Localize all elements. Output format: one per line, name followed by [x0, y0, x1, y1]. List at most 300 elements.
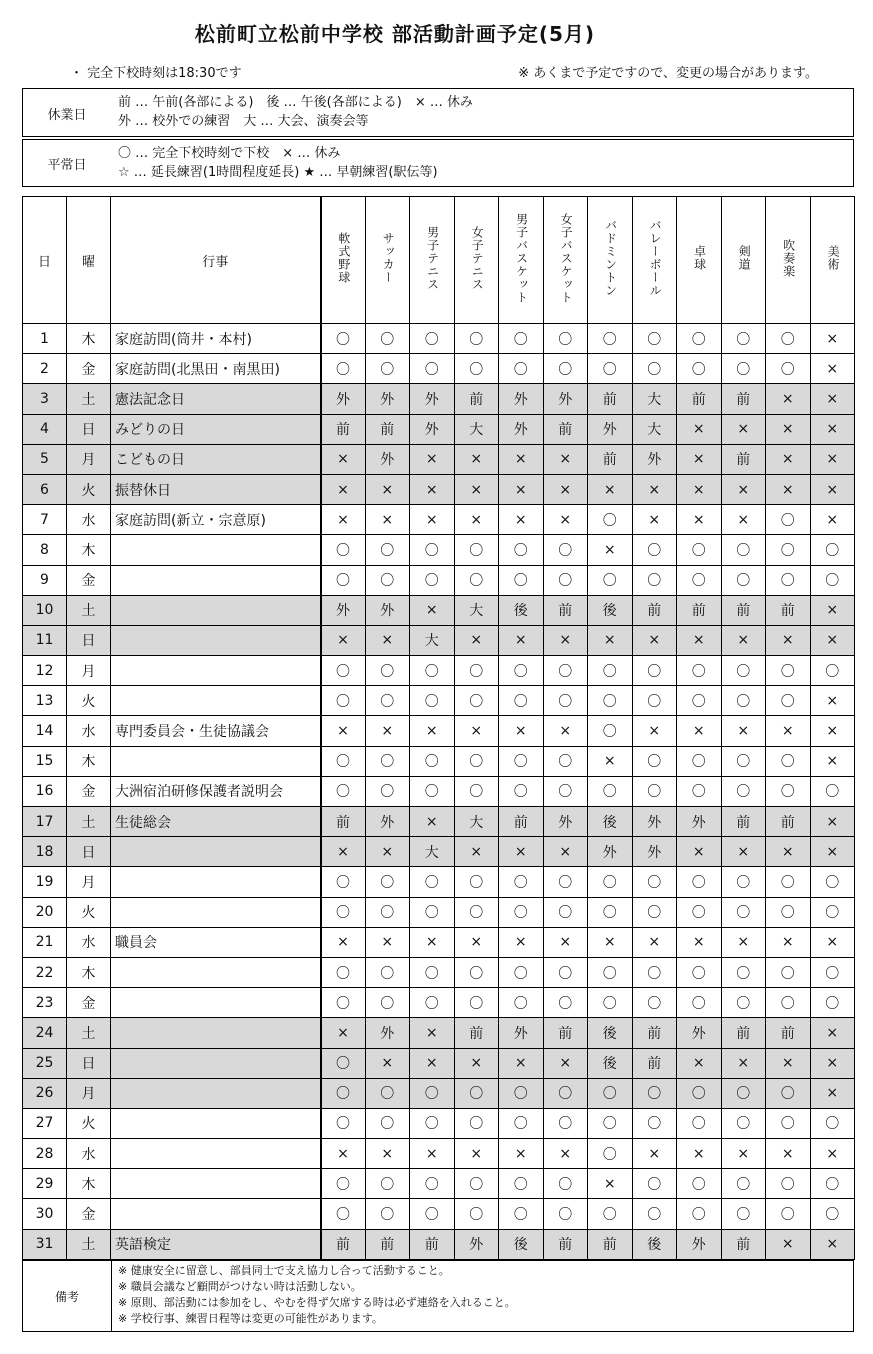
status-cell: 後 — [588, 807, 633, 837]
event-cell: 生徒総会 — [111, 807, 321, 837]
status-cell: × — [810, 837, 855, 867]
dow-cell: 土 — [67, 1018, 111, 1048]
status-cell: × — [365, 1139, 410, 1169]
status-cell: 〇 — [588, 988, 633, 1018]
header-day: 日 — [23, 197, 67, 324]
status-cell: × — [677, 444, 722, 474]
status-cell: 〇 — [499, 776, 544, 806]
day-cell: 7 — [23, 505, 67, 535]
status-cell: 〇 — [766, 776, 811, 806]
status-cell: 〇 — [766, 565, 811, 595]
status-cell: 〇 — [321, 1048, 366, 1078]
status-cell: 外 — [543, 807, 588, 837]
table-row — [23, 716, 855, 746]
status-cell: 前 — [321, 807, 366, 837]
header-club: 軟式野球 — [321, 197, 366, 324]
status-cell: 〇 — [766, 1169, 811, 1199]
status-cell: 〇 — [766, 1078, 811, 1108]
remark-line: ※ 学校行事、練習日程等は変更の可能性があります。 — [118, 1312, 383, 1325]
status-cell: × — [543, 505, 588, 535]
status-cell: 〇 — [410, 1078, 455, 1108]
weekday-legend-line: 〇 … 完全下校時刻で下校 × … 休み — [118, 146, 341, 161]
status-cell: 〇 — [454, 324, 499, 354]
status-cell: 〇 — [321, 656, 366, 686]
status-cell: 大 — [454, 414, 499, 444]
status-cell: 〇 — [454, 1108, 499, 1138]
status-cell: 〇 — [721, 535, 766, 565]
status-cell: 〇 — [677, 776, 722, 806]
status-cell: 前 — [588, 384, 633, 414]
status-cell: × — [454, 474, 499, 504]
status-cell: 〇 — [810, 957, 855, 987]
status-cell: × — [810, 444, 855, 474]
status-cell: 〇 — [543, 867, 588, 897]
status-cell: 〇 — [632, 354, 677, 384]
dow-cell: 月 — [67, 867, 111, 897]
event-cell: 大洲宿泊研修保護者説明会 — [111, 776, 321, 806]
status-cell: × — [766, 1048, 811, 1078]
status-cell: 〇 — [632, 656, 677, 686]
day-cell: 22 — [23, 957, 67, 987]
header-club: バレーボール — [632, 197, 677, 324]
status-cell: 〇 — [543, 1108, 588, 1138]
table-row — [23, 686, 855, 716]
status-cell: × — [632, 474, 677, 504]
status-cell: 〇 — [721, 686, 766, 716]
status-cell: 〇 — [632, 1199, 677, 1229]
weekday-legend-label: 平常日 — [47, 158, 87, 173]
status-cell: 〇 — [365, 1108, 410, 1138]
status-cell: 〇 — [321, 897, 366, 927]
status-cell: 〇 — [543, 324, 588, 354]
dow-cell: 日 — [67, 1048, 111, 1078]
event-cell — [111, 535, 321, 565]
status-cell: × — [810, 746, 855, 776]
status-cell: 外 — [321, 384, 366, 414]
status-cell: 〇 — [810, 867, 855, 897]
status-cell: × — [721, 837, 766, 867]
status-cell: 〇 — [721, 656, 766, 686]
status-cell: 前 — [766, 807, 811, 837]
status-cell: 〇 — [321, 867, 366, 897]
status-cell: 〇 — [365, 1169, 410, 1199]
event-cell — [111, 1169, 321, 1199]
status-cell: 〇 — [499, 656, 544, 686]
status-cell: × — [632, 1139, 677, 1169]
status-cell: × — [766, 837, 811, 867]
status-cell: 〇 — [365, 1199, 410, 1229]
status-cell: 〇 — [410, 746, 455, 776]
status-cell: × — [588, 625, 633, 655]
dismissal-time-note: ・ 完全下校時刻は18:30です — [70, 66, 242, 81]
status-cell: 〇 — [410, 354, 455, 384]
status-cell: 前 — [721, 384, 766, 414]
status-cell: 〇 — [365, 957, 410, 987]
status-cell: 〇 — [499, 1199, 544, 1229]
status-cell: 〇 — [365, 776, 410, 806]
status-cell: 前 — [721, 1018, 766, 1048]
event-cell — [111, 897, 321, 927]
status-cell: 〇 — [454, 565, 499, 595]
status-cell: 前 — [766, 1018, 811, 1048]
status-cell: × — [499, 505, 544, 535]
status-cell: 〇 — [543, 1169, 588, 1199]
status-cell: 〇 — [721, 1169, 766, 1199]
event-cell: こどもの日 — [111, 444, 321, 474]
status-cell: × — [766, 414, 811, 444]
status-cell: 〇 — [321, 565, 366, 595]
dow-cell: 月 — [67, 444, 111, 474]
status-cell: × — [677, 837, 722, 867]
status-cell: × — [499, 625, 544, 655]
status-cell: × — [721, 625, 766, 655]
status-cell: 前 — [365, 414, 410, 444]
status-cell: 〇 — [454, 656, 499, 686]
status-cell: × — [365, 505, 410, 535]
dow-cell: 火 — [67, 686, 111, 716]
status-cell: 〇 — [499, 1108, 544, 1138]
header-club: 吹奏楽 — [766, 197, 811, 324]
status-cell: 〇 — [588, 656, 633, 686]
event-cell: 英語検定 — [111, 1229, 321, 1259]
header-club: サッカー — [365, 197, 410, 324]
status-cell: 〇 — [543, 656, 588, 686]
status-cell: 〇 — [499, 1078, 544, 1108]
status-cell: × — [321, 1018, 366, 1048]
status-cell: 外 — [499, 414, 544, 444]
status-cell: × — [810, 1018, 855, 1048]
status-cell: 〇 — [365, 897, 410, 927]
status-cell: × — [766, 444, 811, 474]
status-cell: 〇 — [499, 957, 544, 987]
status-cell: 〇 — [454, 897, 499, 927]
header-club: バドミントン — [588, 197, 633, 324]
status-cell: 〇 — [588, 1108, 633, 1138]
status-cell: 〇 — [721, 1108, 766, 1138]
status-cell: 〇 — [632, 565, 677, 595]
status-cell: 外 — [454, 1229, 499, 1259]
status-cell: × — [632, 716, 677, 746]
day-cell: 12 — [23, 656, 67, 686]
status-cell: 前 — [588, 444, 633, 474]
status-cell: 〇 — [365, 535, 410, 565]
day-cell: 10 — [23, 595, 67, 625]
status-cell: 〇 — [677, 1108, 722, 1138]
status-cell: 外 — [410, 384, 455, 414]
status-cell: × — [454, 716, 499, 746]
status-cell: × — [321, 927, 366, 957]
status-cell: × — [499, 1139, 544, 1169]
table-row — [23, 505, 855, 535]
event-cell: 家庭訪問(新立・宗意原) — [111, 505, 321, 535]
status-cell: 〇 — [677, 746, 722, 776]
status-cell: 外 — [365, 807, 410, 837]
status-cell: × — [321, 1139, 366, 1169]
status-cell: 〇 — [677, 324, 722, 354]
status-cell: 〇 — [766, 988, 811, 1018]
status-cell: × — [677, 625, 722, 655]
day-cell: 3 — [23, 384, 67, 414]
status-cell: × — [810, 1048, 855, 1078]
status-cell: × — [321, 837, 366, 867]
status-cell: × — [543, 625, 588, 655]
status-cell: 〇 — [677, 565, 722, 595]
status-cell: × — [588, 535, 633, 565]
status-cell: 〇 — [321, 957, 366, 987]
status-cell: 〇 — [499, 324, 544, 354]
status-cell: × — [810, 1139, 855, 1169]
status-cell: 〇 — [810, 988, 855, 1018]
status-cell: 前 — [632, 1018, 677, 1048]
table-row — [23, 444, 855, 474]
status-cell: 前 — [677, 384, 722, 414]
status-cell: 〇 — [632, 686, 677, 716]
status-cell: 外 — [410, 414, 455, 444]
status-cell: 前 — [410, 1229, 455, 1259]
status-cell: 前 — [499, 807, 544, 837]
table-row — [23, 927, 855, 957]
table-row — [23, 1108, 855, 1138]
status-cell: 〇 — [588, 686, 633, 716]
dow-cell: 火 — [67, 474, 111, 504]
status-cell: × — [632, 625, 677, 655]
dow-cell: 水 — [67, 716, 111, 746]
status-cell: 〇 — [410, 1169, 455, 1199]
event-cell: 専門委員会・生徒協議会 — [111, 716, 321, 746]
status-cell: 前 — [721, 595, 766, 625]
status-cell: × — [410, 474, 455, 504]
table-row — [23, 384, 855, 414]
status-cell: 外 — [365, 595, 410, 625]
status-cell: × — [810, 324, 855, 354]
status-cell: × — [766, 1229, 811, 1259]
table-row — [23, 1018, 855, 1048]
status-cell: 〇 — [766, 957, 811, 987]
status-cell: × — [810, 716, 855, 746]
status-cell: × — [543, 716, 588, 746]
status-cell: 大 — [410, 625, 455, 655]
table-row — [23, 595, 855, 625]
status-cell: × — [632, 505, 677, 535]
dow-cell: 木 — [67, 324, 111, 354]
status-cell: 〇 — [321, 354, 366, 384]
status-cell: × — [365, 927, 410, 957]
status-cell: × — [410, 927, 455, 957]
event-cell: 憲法記念日 — [111, 384, 321, 414]
status-cell: 〇 — [632, 897, 677, 927]
status-cell: 外 — [365, 384, 410, 414]
status-cell: 大 — [454, 807, 499, 837]
status-cell: 大 — [632, 414, 677, 444]
weekday-legend — [22, 139, 854, 187]
status-cell: 外 — [677, 1229, 722, 1259]
remark-line: ※ 原則、部活動には参加をし、やむを得ず欠席する時は必ず連絡を入れること。 — [118, 1296, 516, 1309]
status-cell: 〇 — [677, 1169, 722, 1199]
status-cell: 〇 — [588, 957, 633, 987]
status-cell: × — [721, 414, 766, 444]
status-cell: 〇 — [543, 686, 588, 716]
status-cell: 〇 — [454, 746, 499, 776]
status-cell: 〇 — [321, 686, 366, 716]
status-cell: 前 — [632, 595, 677, 625]
status-cell: 〇 — [543, 746, 588, 776]
status-cell: 〇 — [632, 988, 677, 1018]
status-cell: 〇 — [321, 324, 366, 354]
status-cell: 〇 — [721, 957, 766, 987]
holiday-legend-label: 休業日 — [47, 108, 87, 123]
event-cell — [111, 988, 321, 1018]
status-cell: 〇 — [543, 776, 588, 806]
remarks-box — [22, 1260, 854, 1332]
event-cell: 家庭訪問(北黒田・南黒田) — [111, 354, 321, 384]
day-cell: 31 — [23, 1229, 67, 1259]
status-cell: 〇 — [543, 988, 588, 1018]
day-cell: 15 — [23, 746, 67, 776]
status-cell: × — [365, 716, 410, 746]
day-cell: 18 — [23, 837, 67, 867]
dow-cell: 水 — [67, 1139, 111, 1169]
status-cell: 大 — [410, 837, 455, 867]
status-cell: × — [721, 927, 766, 957]
status-cell: × — [721, 505, 766, 535]
status-cell: 前 — [321, 1229, 366, 1259]
dow-cell: 木 — [67, 1169, 111, 1199]
status-cell: 〇 — [632, 867, 677, 897]
status-cell: × — [321, 505, 366, 535]
status-cell: 外 — [677, 1018, 722, 1048]
table-header-row — [23, 197, 855, 324]
status-cell: 〇 — [721, 324, 766, 354]
day-cell: 28 — [23, 1139, 67, 1169]
dow-cell: 金 — [67, 354, 111, 384]
status-cell: × — [365, 625, 410, 655]
table-row — [23, 807, 855, 837]
status-cell: 〇 — [632, 746, 677, 776]
status-cell: × — [410, 1018, 455, 1048]
table-row — [23, 414, 855, 444]
dow-cell: 土 — [67, 595, 111, 625]
dow-cell: 木 — [67, 535, 111, 565]
status-cell: × — [810, 807, 855, 837]
status-cell: × — [810, 595, 855, 625]
table-row — [23, 1078, 855, 1108]
status-cell: 〇 — [454, 867, 499, 897]
status-cell: 〇 — [766, 656, 811, 686]
dow-cell: 日 — [67, 837, 111, 867]
header-club: 卓球 — [677, 197, 722, 324]
status-cell: 後 — [588, 595, 633, 625]
status-cell: 〇 — [454, 776, 499, 806]
status-cell: × — [810, 625, 855, 655]
status-cell: 〇 — [632, 1078, 677, 1108]
status-cell: 〇 — [766, 505, 811, 535]
status-cell: × — [766, 384, 811, 414]
status-cell: 〇 — [810, 656, 855, 686]
status-cell: 〇 — [543, 897, 588, 927]
status-cell: 前 — [365, 1229, 410, 1259]
day-cell: 6 — [23, 474, 67, 504]
status-cell: × — [810, 1229, 855, 1259]
status-cell: 前 — [632, 1048, 677, 1078]
header-club: 女子バスケット — [543, 197, 588, 324]
status-cell: 〇 — [810, 565, 855, 595]
status-cell: 〇 — [410, 324, 455, 354]
event-cell — [111, 837, 321, 867]
status-cell: 〇 — [588, 867, 633, 897]
table-row — [23, 746, 855, 776]
status-cell: × — [365, 837, 410, 867]
status-cell: 〇 — [588, 897, 633, 927]
status-cell: 前 — [321, 414, 366, 444]
status-cell: × — [721, 474, 766, 504]
status-cell: 〇 — [454, 535, 499, 565]
status-cell: 〇 — [766, 535, 811, 565]
status-cell: 〇 — [499, 988, 544, 1018]
status-cell: 外 — [321, 595, 366, 625]
status-cell: 〇 — [721, 776, 766, 806]
status-cell: 前 — [454, 384, 499, 414]
table-row — [23, 1048, 855, 1078]
day-cell: 30 — [23, 1199, 67, 1229]
dow-cell: 水 — [67, 505, 111, 535]
status-cell: × — [677, 505, 722, 535]
table-row — [23, 1199, 855, 1229]
event-cell — [111, 746, 321, 776]
dow-cell: 金 — [67, 988, 111, 1018]
status-cell: 〇 — [454, 957, 499, 987]
status-cell: 大 — [632, 384, 677, 414]
status-cell: 〇 — [588, 1139, 633, 1169]
day-cell: 16 — [23, 776, 67, 806]
status-cell: 〇 — [766, 686, 811, 716]
status-cell: 前 — [766, 595, 811, 625]
status-cell: 〇 — [454, 686, 499, 716]
status-cell: × — [410, 807, 455, 837]
status-cell: 〇 — [321, 988, 366, 1018]
status-cell: 〇 — [543, 957, 588, 987]
table-row — [23, 565, 855, 595]
status-cell: 〇 — [677, 354, 722, 384]
status-cell: 〇 — [632, 535, 677, 565]
status-cell: × — [321, 474, 366, 504]
status-cell: 〇 — [543, 565, 588, 595]
dow-cell: 月 — [67, 1078, 111, 1108]
dow-cell: 日 — [67, 625, 111, 655]
dow-cell: 火 — [67, 1108, 111, 1138]
status-cell: × — [499, 444, 544, 474]
status-cell: × — [499, 1048, 544, 1078]
dow-cell: 日 — [67, 414, 111, 444]
remark-line: ※ 健康安全に留意し、部員同士で支え協力し合って活動すること。 — [118, 1264, 450, 1277]
status-cell: 〇 — [810, 1108, 855, 1138]
remark-line: ※ 職員会議など顧問がつけない時は活動しない。 — [118, 1280, 362, 1293]
status-cell: 〇 — [721, 1078, 766, 1108]
event-cell — [111, 595, 321, 625]
status-cell: 〇 — [632, 1108, 677, 1138]
status-cell: 〇 — [766, 1199, 811, 1229]
event-cell — [111, 565, 321, 595]
table-row — [23, 324, 855, 354]
status-cell: 〇 — [721, 746, 766, 776]
status-cell: 〇 — [454, 1169, 499, 1199]
header-club: 剣道 — [721, 197, 766, 324]
status-cell: 〇 — [677, 867, 722, 897]
event-cell: みどりの日 — [111, 414, 321, 444]
status-cell: 〇 — [677, 686, 722, 716]
status-cell: × — [677, 474, 722, 504]
status-cell: × — [766, 716, 811, 746]
status-cell: 〇 — [410, 1199, 455, 1229]
